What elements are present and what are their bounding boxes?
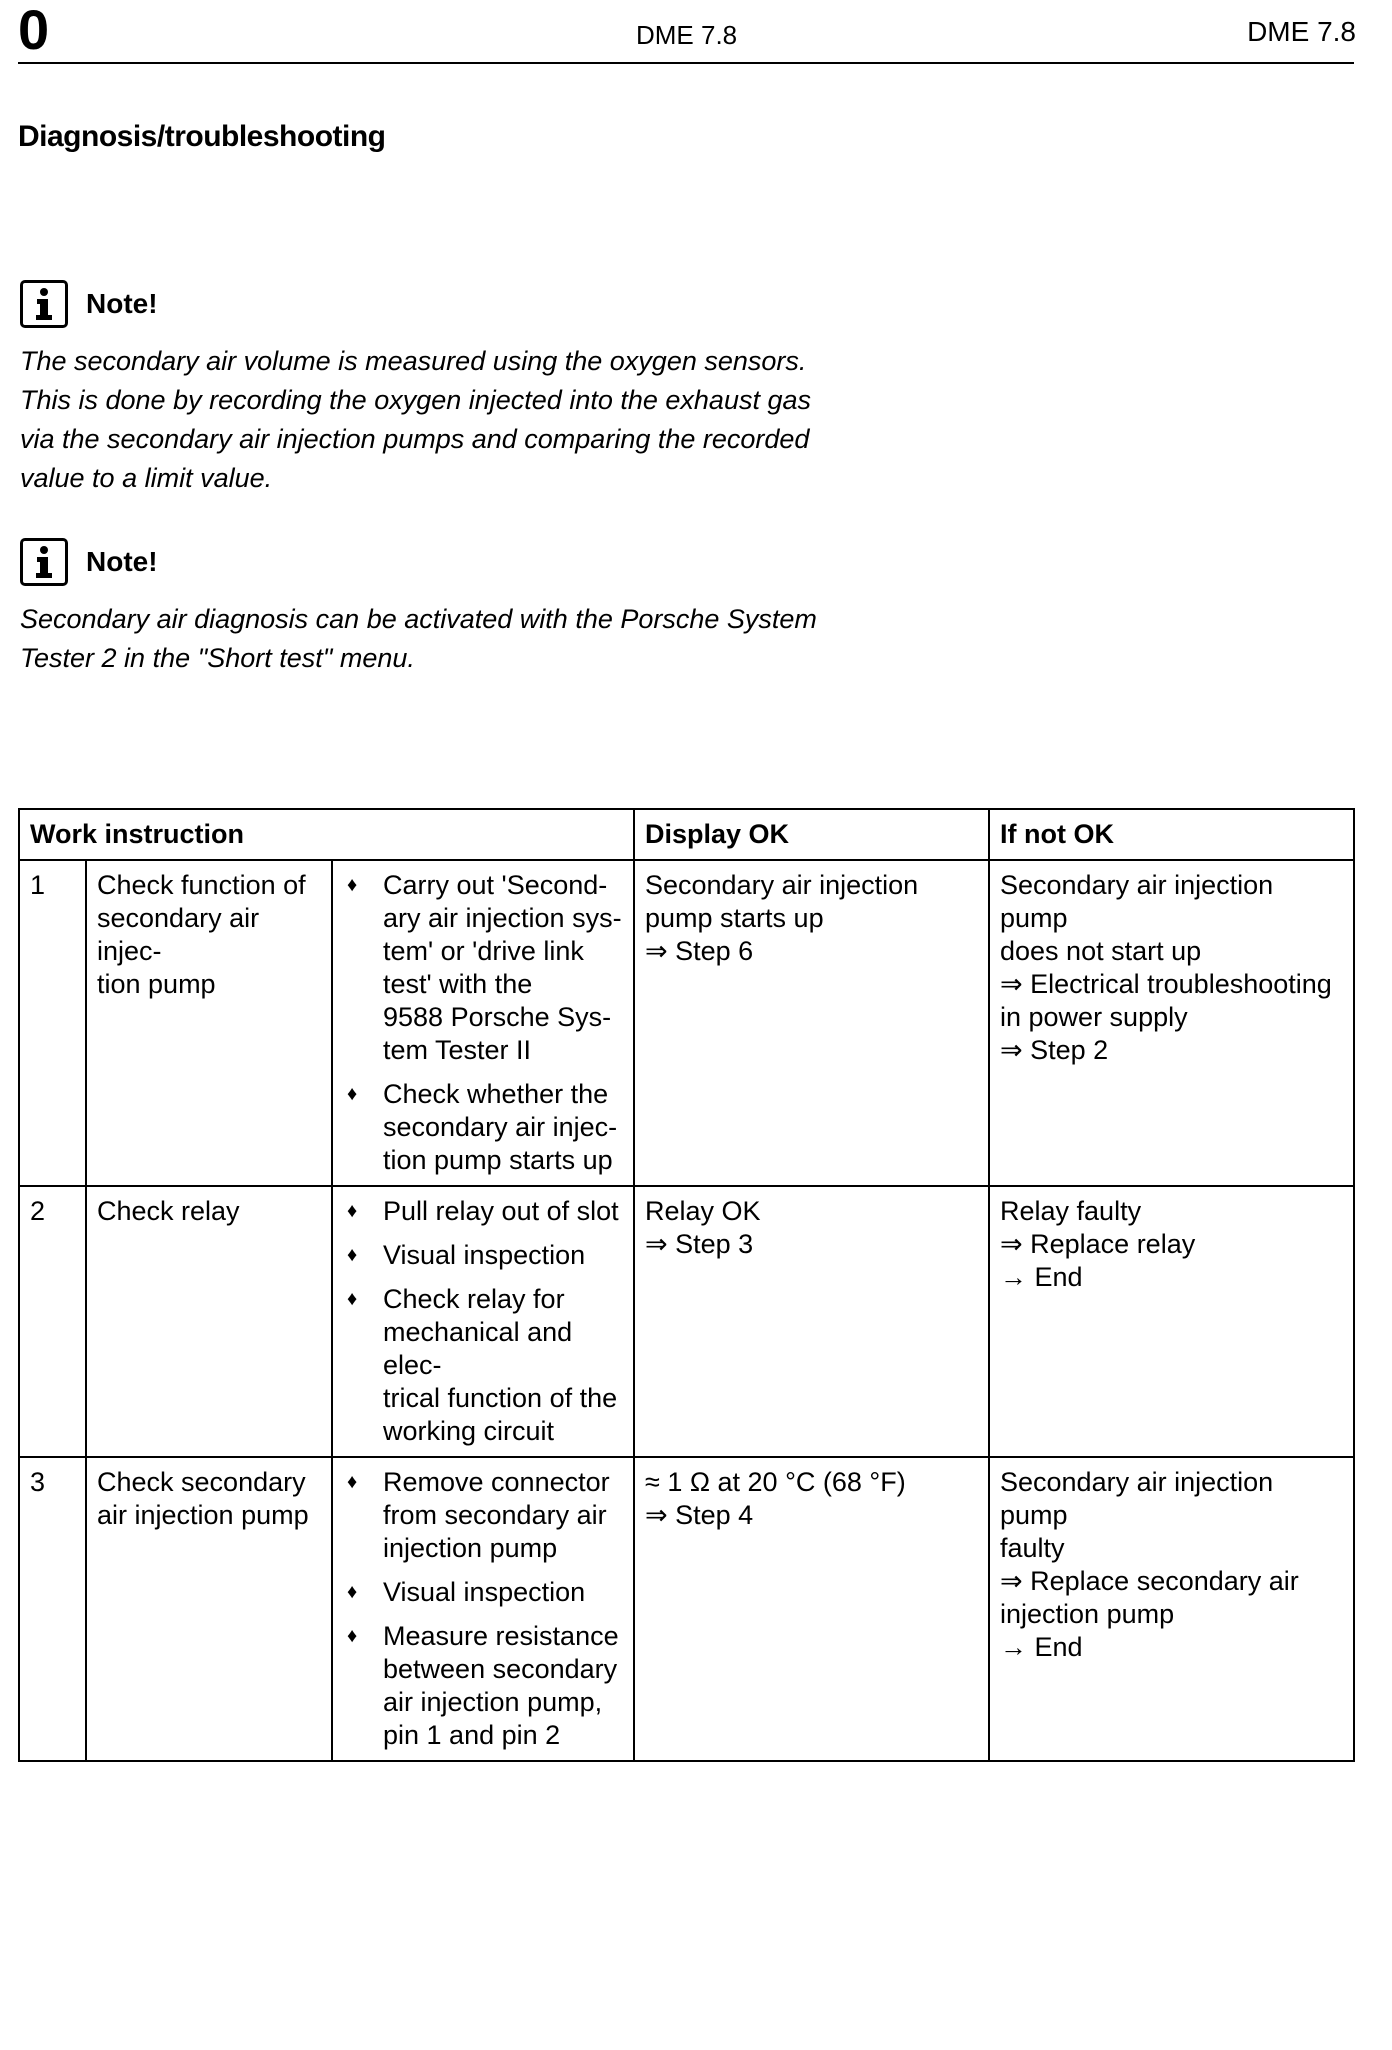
work-instruction-table xyxy=(18,808,1355,1762)
table-row xyxy=(19,1186,1354,1457)
bullet-icon: ♦ xyxy=(347,1471,358,1493)
header-center-title: DME 7.8 xyxy=(636,20,738,50)
list-item xyxy=(343,1078,623,1177)
action-text: Check whether the secondary air injec- tion pump starts up xyxy=(383,1079,618,1175)
display-ok-cell: Relay OK ⇒ Step 3 xyxy=(634,1186,989,1457)
list-item xyxy=(343,1239,623,1272)
list-item xyxy=(343,1620,623,1752)
page-title: Diagnosis/troubleshooting xyxy=(18,120,386,153)
section-number: 0 xyxy=(18,0,50,61)
note-label: Note! xyxy=(86,546,158,577)
table-row xyxy=(19,1457,1354,1761)
table-header-row xyxy=(19,809,1354,860)
bullet-icon: ♦ xyxy=(347,1083,358,1105)
if-not-ok-cell: Secondary air injection pump does not start up ⇒ Electrical troubleshooting in power supply ⇒ Step 2 xyxy=(989,860,1354,1186)
step-number: 2 xyxy=(19,1186,86,1457)
header-if-not-ok: If not OK xyxy=(989,809,1354,860)
header-display-ok: Display OK xyxy=(634,809,989,860)
step-actions xyxy=(332,1457,634,1761)
info-icon xyxy=(20,538,68,586)
list-item xyxy=(343,1195,623,1228)
step-title: Check relay xyxy=(86,1186,332,1457)
display-ok-cell: ≈ 1 Ω at 20 °C (68 °F) ⇒ Step 4 xyxy=(634,1457,989,1761)
bullet-icon: ♦ xyxy=(347,1200,358,1222)
info-icon xyxy=(20,280,68,328)
bullet-icon: ♦ xyxy=(347,1581,358,1603)
header-rule xyxy=(18,62,1354,64)
list-item xyxy=(343,1283,623,1448)
step-number: 1 xyxy=(19,860,86,1186)
header-work-instruction: Work instruction xyxy=(19,809,634,860)
note-block-2 xyxy=(20,538,840,678)
display-ok-cell: Secondary air injection pump starts up ⇒ Step 6 xyxy=(634,860,989,1186)
list-item xyxy=(343,1466,623,1565)
bullet-icon: ♦ xyxy=(347,1244,358,1266)
action-text: Pull relay out of slot xyxy=(383,1196,619,1226)
step-title: Check secondary air injection pump xyxy=(86,1457,332,1761)
note-text: Secondary air diagnosis can be activated with the Porsche System Tester 2 in the "Short test" menu. xyxy=(20,604,817,673)
if-not-ok-cell: Secondary air injection pump faulty ⇒ Replace secondary air injection pump → End xyxy=(989,1457,1354,1761)
action-text: Visual inspection xyxy=(383,1240,586,1270)
note-label: Note! xyxy=(86,288,158,319)
step-title: Check function of secondary air injec- tion pump xyxy=(86,860,332,1186)
bullet-icon: ♦ xyxy=(347,1625,358,1647)
table-row xyxy=(19,860,1354,1186)
step-number: 3 xyxy=(19,1457,86,1761)
bullet-icon: ♦ xyxy=(347,1288,358,1310)
list-item xyxy=(343,869,623,1067)
action-text: Visual inspection xyxy=(383,1577,586,1607)
step-actions xyxy=(332,1186,634,1457)
header-right-title: DME 7.8 xyxy=(1247,16,1356,47)
action-text: Check relay for mechanical and elec- trical function of the working circuit xyxy=(383,1284,618,1446)
action-text: Measure resistance between secondary air injection pump, pin 1 and pin 2 xyxy=(383,1621,619,1750)
list-item xyxy=(343,1576,623,1609)
if-not-ok-cell: Relay faulty ⇒ Replace relay → End xyxy=(989,1186,1354,1457)
note-text: The secondary air volume is measured using the oxygen sensors. This is done by recording the oxygen injected into the exhaust gas via the secondary air injection pumps and comparing the recorded value to a limit value. xyxy=(20,346,811,493)
note-block-1 xyxy=(20,280,840,498)
action-text: Remove connector from secondary air injection pump xyxy=(383,1467,610,1563)
action-text: Carry out 'Second- ary air injection sys- tem' or 'drive link test' with the 9588 Porsche Sys- tem Tester II xyxy=(383,870,622,1065)
bullet-icon: ♦ xyxy=(347,874,358,896)
step-actions xyxy=(332,860,634,1186)
